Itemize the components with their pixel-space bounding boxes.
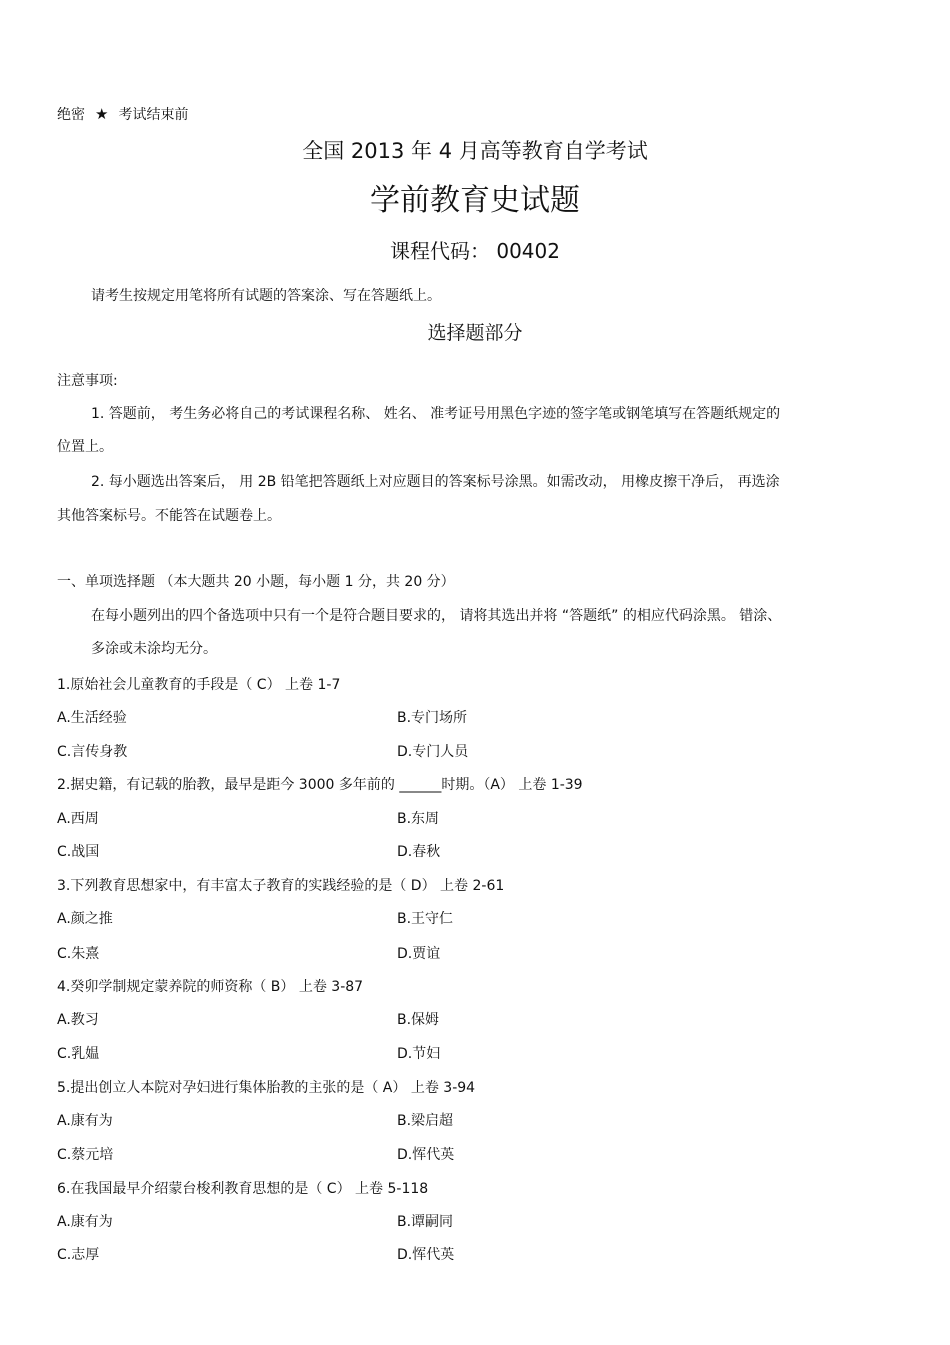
question-6-stem: 6.在我国最早介绍蒙台梭利教育思想的是（ C） 上卷 5-118	[57, 1181, 429, 1197]
question-4-option-c: C.乳媪	[57, 1046, 100, 1062]
part1-heading: 一、单项选择题 （本大题共 20 小题，每小题 1 分，共 20 分）	[57, 574, 455, 590]
question-6-option-b: B.谭嗣同	[397, 1214, 454, 1230]
exam-title: 全国 2013 年 4 月高等教育自学考试	[302, 139, 648, 163]
note-1-line-1: 1. 答题前， 考生务必将自己的考试课程名称、 姓名、 准考证号用黑色字迹的签字笔或钢笔填写在答题纸规定的	[91, 406, 781, 422]
course-code: 课程代码： 00402	[390, 239, 560, 263]
part1-desc-line-1: 在每小题列出的四个备选项中只有一个是符合题目要求的， 请将其选出并将 “答题纸” 的相应代码涂黑。 错涂、	[91, 608, 782, 624]
question-3-option-a: A.颜之推	[57, 911, 113, 927]
until-label: 考试结束前	[118, 107, 189, 123]
question-1-option-b: B.专门场所	[397, 710, 468, 726]
question-1-option-d: D.专门人员	[397, 744, 469, 760]
instruction-text: 请考生按规定用笔将所有试题的答案涂、写在答题纸上。	[91, 288, 441, 304]
question-2-option-d: D.春秋	[397, 844, 441, 860]
question-5-option-c: C.蔡元培	[57, 1147, 114, 1163]
section-heading: 选择题部分	[427, 322, 523, 344]
note-1-line-2: 位置上。	[57, 439, 113, 455]
star-icon: ★	[95, 105, 109, 123]
question-6-option-d: D.恽代英	[397, 1247, 455, 1263]
question-6-option-a: A.康有为	[57, 1214, 113, 1230]
subject-title: 学前教育史试题	[370, 183, 580, 218]
question-6-option-c: C.志厚	[57, 1247, 100, 1263]
question-4-option-d: D.节妇	[397, 1046, 441, 1062]
question-2-option-c: C.战国	[57, 844, 100, 860]
question-3-option-d: D.贾谊	[397, 946, 441, 962]
note-2-line-2: 其他答案标号。不能答在试题卷上。	[57, 508, 281, 524]
notes-heading: 注意事项:	[57, 373, 118, 389]
question-5-option-a: A.康有为	[57, 1113, 113, 1129]
question-4-stem: 4.癸卯学制规定蒙养院的师资称（ B） 上卷 3-87	[57, 979, 364, 995]
part1-desc-line-2: 多涂或未涂均无分。	[91, 641, 217, 657]
question-3-option-b: B.王守仁	[397, 911, 454, 927]
question-3-option-c: C.朱熹	[57, 946, 100, 962]
question-5-option-d: D.恽代英	[397, 1147, 455, 1163]
question-2-option-b: B.东周	[397, 811, 440, 827]
question-1-option-c: C.言传身教	[57, 744, 128, 760]
question-1-stem: 1.原始社会儿童教育的手段是（ C） 上卷 1-7	[57, 677, 341, 693]
question-2-stem: 2.据史籍，有记载的胎教，最早是距今 3000 多年前的 ______时期。（A） 上卷 1-39	[57, 777, 583, 793]
question-2-option-a: A.西周	[57, 811, 99, 827]
confidential-line	[57, 105, 188, 124]
note-2-line-1: 2. 每小题选出答案后， 用 2B 铅笔把答题纸上对应题目的答案标号涂黑。如需改动， 用橡皮擦干净后， 再选涂	[91, 474, 780, 490]
confidential-label: 绝密	[57, 107, 85, 123]
question-3-stem: 3.下列教育思想家中，有丰富太子教育的实践经验的是（ D） 上卷 2-61	[57, 878, 505, 894]
question-1-option-a: A.生活经验	[57, 710, 127, 726]
question-5-option-b: B.梁启超	[397, 1113, 454, 1129]
question-5-stem: 5.提出创立人本院对孕妇进行集体胎教的主张的是（ A） 上卷 3-94	[57, 1080, 476, 1096]
question-4-option-a: A.教习	[57, 1012, 99, 1028]
question-4-option-b: B.保姆	[397, 1012, 440, 1028]
